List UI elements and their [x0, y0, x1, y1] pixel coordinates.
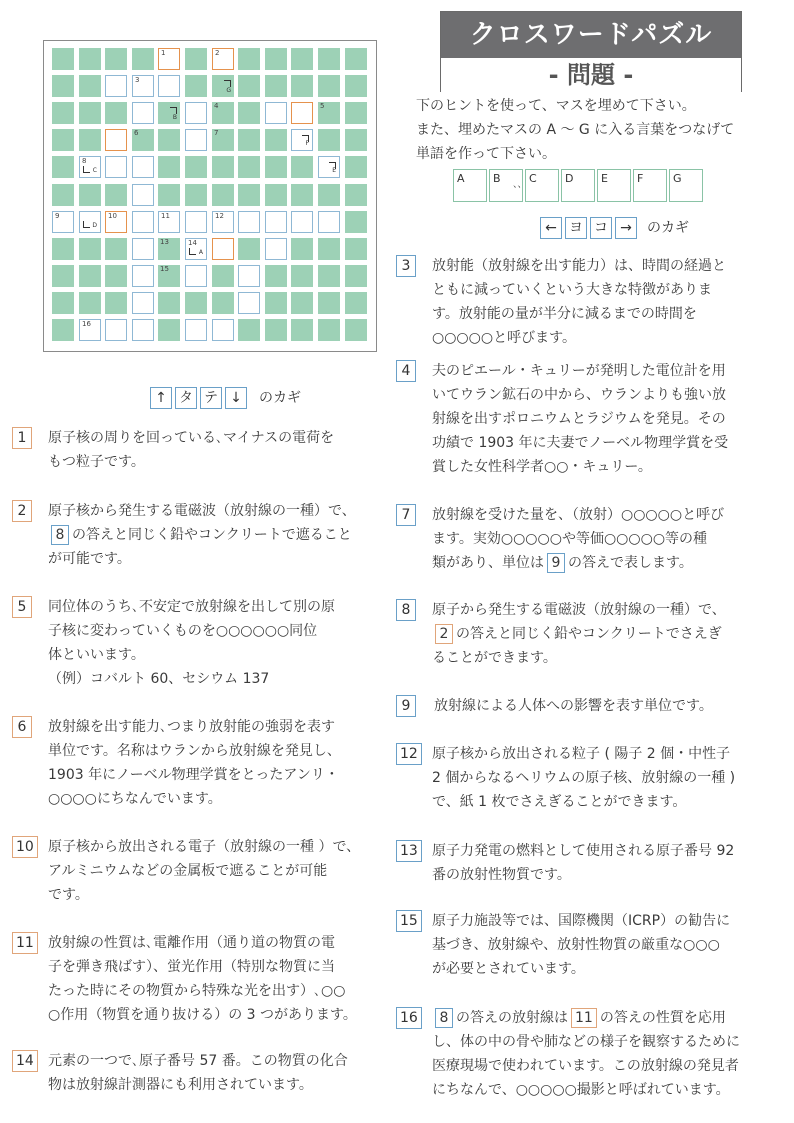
answer-cell[interactable]	[158, 75, 180, 97]
crossword-board	[43, 40, 377, 352]
clue-number: 16	[396, 1007, 422, 1029]
clue-number: 13	[396, 840, 422, 862]
answer-cell[interactable]	[79, 319, 101, 341]
blocked-cell	[52, 319, 74, 341]
cell-number: 2	[215, 49, 220, 57]
blocked-cell	[158, 238, 180, 260]
clue-number: 14	[12, 1050, 38, 1072]
cell-letter: A	[198, 249, 203, 256]
blocked-cell	[318, 238, 340, 260]
answer-cell[interactable]	[185, 319, 207, 341]
blocked-cell	[345, 184, 367, 206]
answer-cell[interactable]	[185, 102, 207, 124]
blocked-cell	[318, 292, 340, 314]
clue-number: 2	[12, 500, 32, 522]
answer-cell[interactable]	[265, 211, 287, 233]
ref-box: 9	[547, 553, 565, 573]
blocked-cell	[158, 265, 180, 287]
blocked-cell	[345, 156, 367, 178]
cell-number: 14	[188, 239, 197, 247]
cell-letter: E	[332, 167, 336, 174]
intro-line-2: また、埋めたマスの A ～ G に入る言葉をつなげて	[416, 122, 735, 138]
title-box	[440, 11, 742, 92]
cell-number: 7	[214, 129, 219, 137]
blocked-cell	[212, 265, 234, 287]
yoko-char-ko: コ	[590, 217, 612, 239]
blocked-cell	[105, 292, 127, 314]
blocked-cell	[212, 102, 234, 124]
blocked-cell	[291, 48, 313, 70]
blocked-cell	[52, 75, 74, 97]
blocked-cell	[238, 48, 260, 70]
clue-number: 7	[396, 504, 416, 526]
blocked-cell	[238, 319, 260, 341]
clue-number: 5	[12, 596, 32, 618]
blocked-cell	[79, 292, 101, 314]
blocked-cell	[105, 48, 127, 70]
blocked-cell	[79, 102, 101, 124]
blocked-cell	[265, 48, 287, 70]
answer-cell[interactable]	[212, 238, 234, 260]
blocked-cell	[291, 265, 313, 287]
answer-cell[interactable]	[132, 319, 154, 341]
cell-number: 8	[82, 157, 87, 165]
answer-box-g[interactable]: G	[669, 169, 703, 202]
intro-line-1: 下のヒントを使って、マスを埋めて下さい。	[416, 98, 696, 114]
answer-cell[interactable]	[158, 48, 180, 70]
answer-cell[interactable]	[291, 211, 313, 233]
blocked-cell	[52, 129, 74, 151]
blocked-cell	[345, 292, 367, 314]
answer-cell[interactable]	[79, 156, 101, 178]
letter-marker-icon	[83, 166, 90, 173]
answer-cell[interactable]	[132, 238, 154, 260]
answer-cell[interactable]	[185, 129, 207, 151]
answer-cell[interactable]	[132, 265, 154, 287]
blocked-cell	[105, 184, 127, 206]
blocked-cell	[265, 156, 287, 178]
cell-number: 5	[320, 102, 325, 110]
blocked-cell	[238, 129, 260, 151]
answer-box-b[interactable]: B	[489, 169, 523, 202]
blocked-cell	[158, 156, 180, 178]
clue-number: 11	[12, 932, 38, 954]
cell-number: 9	[55, 212, 60, 220]
answer-cell[interactable]	[212, 319, 234, 341]
letter-marker-icon	[83, 221, 90, 228]
blocked-cell	[265, 184, 287, 206]
ref-box: 2	[435, 624, 453, 644]
blocked-cell	[238, 75, 260, 97]
blocked-cell	[265, 265, 287, 287]
cell-letter: F	[305, 140, 309, 147]
blocked-cell	[52, 48, 74, 70]
down-arrow-icon: ↓	[225, 387, 247, 409]
blocked-cell	[291, 238, 313, 260]
intro-line-3: 単語を作って下さい。	[416, 146, 556, 162]
cell-number: 16	[82, 320, 91, 328]
blocked-cell	[265, 319, 287, 341]
answer-dakuten: 、、	[513, 180, 527, 190]
blocked-cell	[291, 184, 313, 206]
answer-box-e[interactable]: E	[597, 169, 631, 202]
left-arrow-icon: ←	[540, 217, 562, 239]
blocked-cell	[185, 48, 207, 70]
letter-marker-icon	[170, 107, 177, 114]
blocked-cell	[52, 238, 74, 260]
blocked-cell	[79, 129, 101, 151]
blocked-cell	[212, 129, 234, 151]
blocked-cell	[52, 184, 74, 206]
blocked-cell	[132, 48, 154, 70]
answer-cell[interactable]	[105, 129, 127, 151]
blocked-cell	[345, 319, 367, 341]
blocked-cell	[132, 129, 154, 151]
blocked-cell	[345, 211, 367, 233]
answer-cell[interactable]	[79, 211, 101, 233]
answer-cell[interactable]	[132, 292, 154, 314]
ref-box: 8	[435, 1008, 453, 1028]
answer-box-f[interactable]: F	[633, 169, 667, 202]
blocked-cell	[345, 238, 367, 260]
blocked-cell	[318, 265, 340, 287]
answer-cell[interactable]	[52, 211, 74, 233]
clue-number: 12	[396, 743, 422, 765]
blocked-cell	[318, 75, 340, 97]
tate-char-te: テ	[200, 387, 222, 409]
blocked-cell	[79, 184, 101, 206]
answer-cell[interactable]	[105, 75, 127, 97]
answer-cell[interactable]	[291, 102, 313, 124]
blocked-cell	[158, 319, 180, 341]
answer-cell[interactable]	[132, 102, 154, 124]
cell-letter: G	[226, 87, 231, 94]
clue-number: 6	[12, 716, 32, 738]
blocked-cell	[212, 292, 234, 314]
blocked-cell	[185, 184, 207, 206]
blocked-cell	[265, 75, 287, 97]
answer-cell[interactable]	[212, 211, 234, 233]
answer-cell[interactable]	[238, 292, 260, 314]
right-arrow-icon: →	[615, 217, 637, 239]
blocked-cell	[318, 184, 340, 206]
blocked-cell	[318, 102, 340, 124]
blocked-cell	[79, 265, 101, 287]
blocked-cell	[345, 102, 367, 124]
letter-marker-icon	[189, 248, 196, 255]
answer-cell[interactable]	[318, 156, 340, 178]
blocked-cell	[52, 102, 74, 124]
blocked-cell	[212, 184, 234, 206]
answer-cell[interactable]	[132, 184, 154, 206]
yoko-key-label: のカギ	[647, 220, 689, 236]
blocked-cell	[318, 48, 340, 70]
blocked-cell	[158, 102, 180, 124]
answer-cell[interactable]	[238, 211, 260, 233]
answer-cell[interactable]	[105, 211, 127, 233]
blocked-cell	[238, 184, 260, 206]
answer-cell[interactable]	[185, 238, 207, 260]
blocked-cell	[238, 238, 260, 260]
cell-number: 12	[215, 212, 224, 220]
blocked-cell	[105, 238, 127, 260]
page-title: クロスワードパズル	[441, 12, 741, 58]
blocked-cell	[79, 238, 101, 260]
tate-key-label: のカギ	[259, 390, 301, 406]
crossword-grid	[52, 48, 370, 346]
cell-number: 15	[160, 265, 169, 273]
blocked-cell	[52, 156, 74, 178]
clue-number: 15	[396, 910, 422, 932]
blocked-cell	[265, 292, 287, 314]
blocked-cell	[212, 156, 234, 178]
blocked-cell	[318, 319, 340, 341]
answer-box-a[interactable]: A	[453, 169, 487, 202]
blocked-cell	[238, 156, 260, 178]
cell-number: 6	[134, 129, 139, 137]
blocked-cell	[238, 102, 260, 124]
cell-number: 13	[160, 238, 169, 246]
blocked-cell	[158, 292, 180, 314]
blocked-cell	[158, 184, 180, 206]
cell-letter: D	[92, 222, 97, 229]
answer-cell[interactable]	[212, 48, 234, 70]
cell-number: 4	[214, 102, 219, 110]
blocked-cell	[291, 75, 313, 97]
clue-number: 3	[396, 255, 416, 277]
clue-number: 9	[396, 695, 416, 717]
yoko-char-yo: ヨ	[565, 217, 587, 239]
blocked-cell	[185, 156, 207, 178]
blocked-cell	[345, 48, 367, 70]
blocked-cell	[265, 129, 287, 151]
blocked-cell	[52, 265, 74, 287]
answer-cell[interactable]	[291, 129, 313, 151]
ref-box: 11	[571, 1008, 597, 1028]
answer-cell[interactable]	[265, 102, 287, 124]
cell-number: 3	[135, 76, 140, 84]
cell-number: 1	[161, 49, 166, 57]
blocked-cell	[52, 292, 74, 314]
answer-cell[interactable]	[105, 319, 127, 341]
blocked-cell	[185, 75, 207, 97]
answer-cell[interactable]	[158, 211, 180, 233]
cell-number: 11	[161, 212, 170, 220]
blocked-cell	[345, 75, 367, 97]
answer-cell[interactable]	[265, 238, 287, 260]
blocked-cell	[212, 75, 234, 97]
blocked-cell	[105, 102, 127, 124]
blocked-cell	[291, 156, 313, 178]
blocked-cell	[318, 129, 340, 151]
answer-box-c[interactable]: C	[525, 169, 559, 202]
cell-letter: B	[172, 114, 177, 121]
answer-cell[interactable]	[238, 265, 260, 287]
blocked-cell	[105, 265, 127, 287]
answer-cell[interactable]	[185, 211, 207, 233]
clue-number: 1	[12, 427, 32, 449]
answer-cell[interactable]	[132, 211, 154, 233]
clue-number: 4	[396, 360, 416, 382]
answer-cell[interactable]	[132, 156, 154, 178]
page-subtitle: - 問題 -	[441, 58, 741, 92]
answer-cell[interactable]	[318, 211, 340, 233]
blocked-cell	[291, 292, 313, 314]
tate-char-ta: タ	[175, 387, 197, 409]
blocked-cell	[291, 319, 313, 341]
blocked-cell	[345, 129, 367, 151]
blocked-cell	[79, 48, 101, 70]
letter-marker-icon	[224, 80, 231, 87]
cell-number: 10	[108, 212, 117, 220]
clue-number: 8	[396, 599, 416, 621]
answer-cell[interactable]	[185, 265, 207, 287]
answer-cell[interactable]	[105, 156, 127, 178]
blocked-cell	[158, 129, 180, 151]
answer-box-d[interactable]: D	[561, 169, 595, 202]
blocked-cell	[79, 75, 101, 97]
answer-cell[interactable]	[132, 75, 154, 97]
clue-number: 10	[12, 836, 38, 858]
ref-box: 8	[51, 525, 69, 545]
cell-letter: C	[92, 167, 97, 174]
blocked-cell	[345, 265, 367, 287]
up-arrow-icon: ↑	[150, 387, 172, 409]
blocked-cell	[185, 292, 207, 314]
